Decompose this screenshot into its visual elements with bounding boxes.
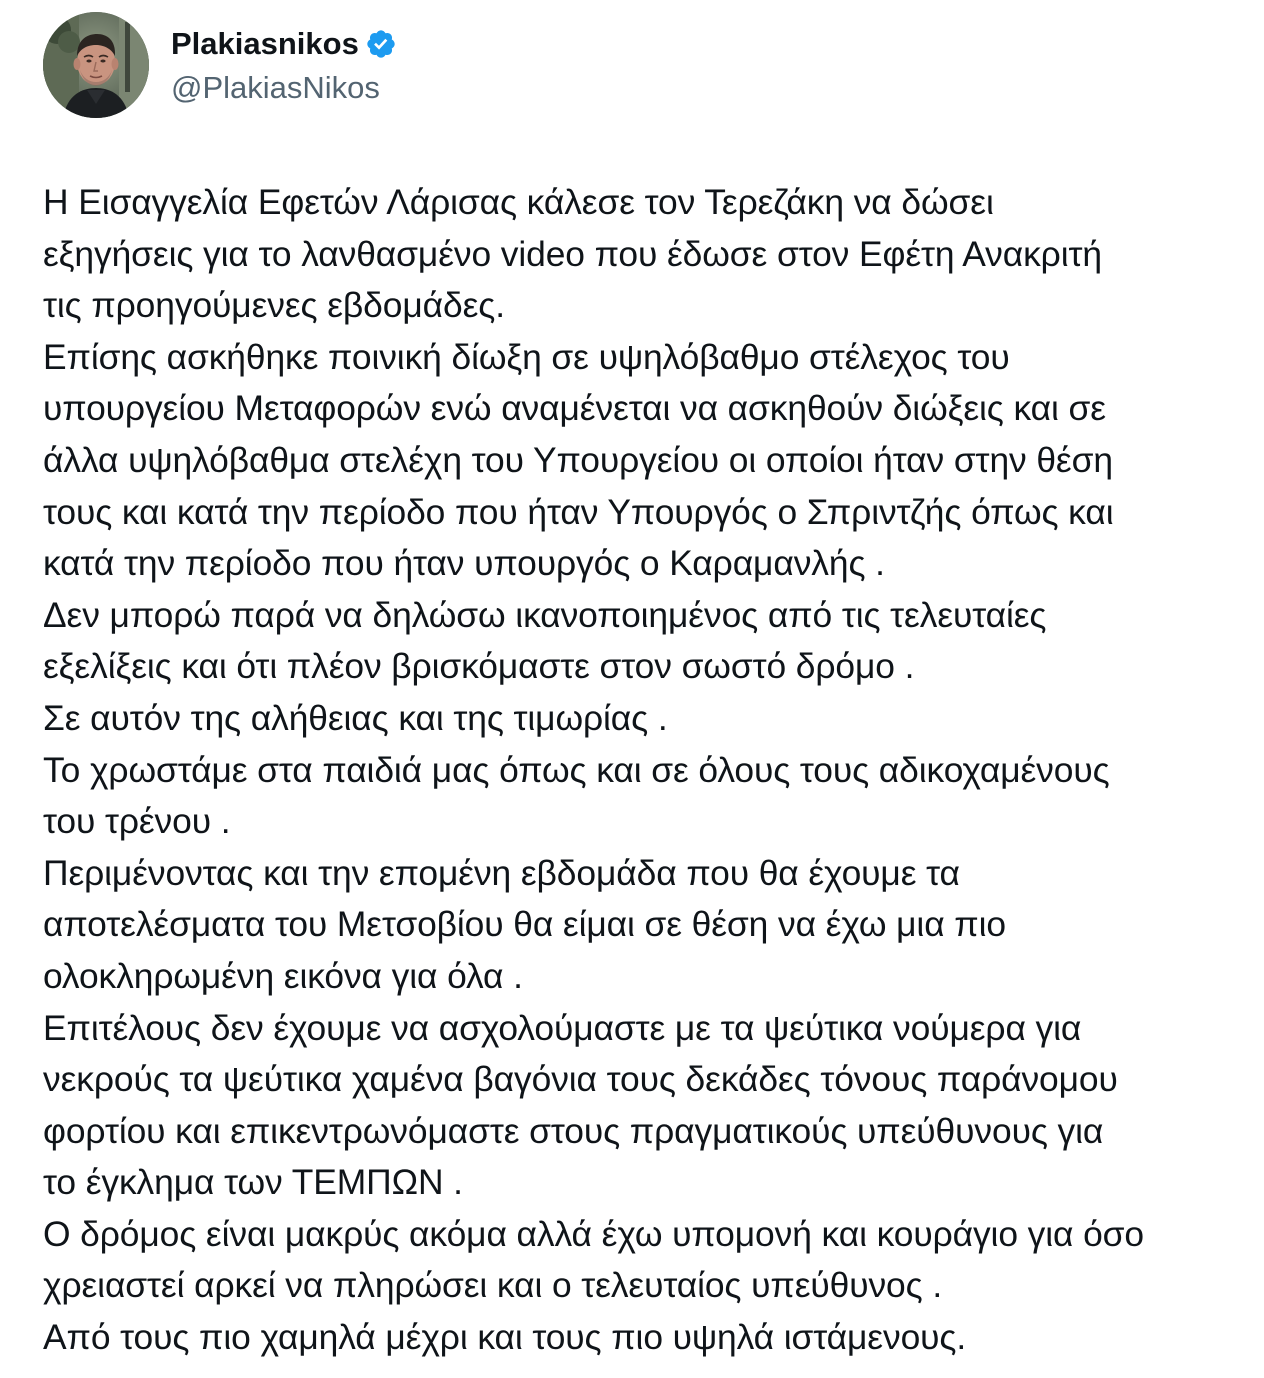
tweet-text-line: Από τους πιο χαμηλά μέχρι και τους πιο υψηλά ιστάμενους. [43, 1317, 967, 1358]
tweet-text-line: Το χρωστάμε στα παιδιά μας όπως και σε όλους τους αδικοχαμένους [43, 749, 1110, 790]
avatar-photo-icon [43, 12, 149, 118]
tweet-text-line: Περιμένοντας και την επομένη εβδομάδα που θα έχουμε τα [43, 852, 960, 893]
tweet-text-line: εξελίξεις και ότι πλέον βρισκόμαστε στον σωστό δρόμο . [43, 646, 915, 687]
tweet-text-line: Επίσης ασκήθηκε ποινική δίωξη σε υψηλόβαθμο στέλεχος του [43, 336, 1010, 377]
tweet-text-line: ολοκληρωμένη εικόνα για όλα . [43, 955, 523, 996]
tweet-text-line: Η Εισαγγελία Εφετών Λάρισας κάλεσε τον Τερεζάκη να δώσει [43, 182, 994, 222]
tweet-text-line: νεκρούς τα ψεύτικα χαμένα βαγόνια τους δεκάδες τόνους παράνομου [43, 1059, 1118, 1100]
tweet-header [43, 12, 397, 118]
tweet-text-line: κατά την περίοδο που ήταν υπουργός ο Καραμανλής . [43, 543, 885, 584]
tweet-text-line: εξηγήσεις για το λανθασμένο video που έδωσε στον Εφέτη Ανακριτή [43, 233, 1102, 274]
tweet-text-line: χρειαστεί αρκεί να πληρώσει και ο τελευταίος υπεύθυνος . [43, 1265, 943, 1306]
tweet-text-line: Ο δρόμος είναι μακρύς ακόμα αλλά έχω υπομονή και κουράγιο για όσο [43, 1213, 1144, 1254]
tweet-text-line: Επιτέλους δεν έχουμε να ασχολούμαστε με τα ψεύτικα νούμερα για [43, 1007, 1082, 1048]
display-name[interactable]: Plakiasnikos [171, 26, 359, 61]
tweet-text [43, 177, 1248, 1364]
verified-badge-icon[interactable] [365, 28, 397, 60]
tweet-text-line: φορτίου και επικεντρωνόμαστε στους πραγματικούς υπεύθυνους για [43, 1110, 1104, 1151]
tweet-text-line: Δεν μπορώ παρά να δηλώσω ικανοποιημένος από τις τελευταίες [43, 594, 1047, 635]
tweet-text-line: το έγκλημα των ΤΕΜΠΩΝ . [43, 1162, 463, 1203]
tweet-text-line: Σε αυτόν της αλήθειας και της τιμωρίας . [43, 697, 668, 738]
tweet-text-line: του τρένου . [43, 801, 231, 842]
tweet-text-line: τις προηγούμενες εβδομάδες. [43, 285, 505, 326]
tweet-text-line: υπουργείου Μεταφορών ενώ αναμένεται να ασκηθούν διώξεις και σε [43, 388, 1106, 429]
name-row [171, 22, 397, 66]
author-handle[interactable]: @PlakiasNikos [171, 70, 380, 105]
tweet-text-line: άλλα υψηλόβαθμα στελέχη του Υπουργείου οι οποίοι ήταν στην θέση [43, 439, 1113, 480]
avatar[interactable] [43, 12, 149, 118]
tweet-text-line: αποτελέσματα του Μετσοβίου θα είμαι σε θέση να έχω μια πιο [43, 904, 1006, 945]
tweet-text-line: τους και κατά την περίοδο που ήταν Υπουργός ο Σπριντζής όπως και [43, 491, 1114, 532]
author-identity [171, 22, 397, 108]
